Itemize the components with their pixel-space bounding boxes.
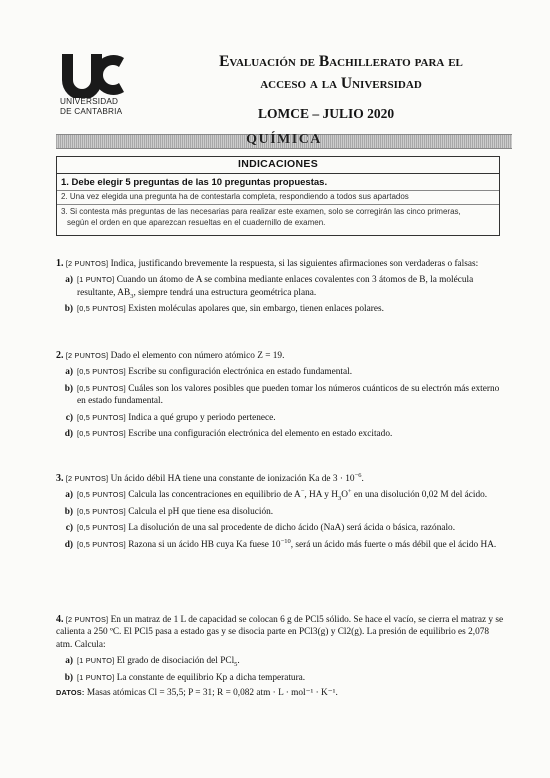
item-points: [0,5 PUNTOS] xyxy=(77,539,126,549)
question-text-pre: Un ácido débil HA tiene una constante de ionización Ka de 3 · 10 xyxy=(110,474,355,484)
instruction-divider xyxy=(57,190,499,191)
question-3-stem xyxy=(56,473,504,485)
item-label: c) xyxy=(65,412,73,423)
item-superscript: − xyxy=(300,488,305,496)
item-points: [0,5 PUNTOS] xyxy=(77,490,126,500)
question-points: [2 PUNTOS] xyxy=(65,474,109,483)
item-superscript: + xyxy=(347,488,352,496)
question-item xyxy=(56,383,504,408)
instructions-title: INDICACIONES xyxy=(237,158,319,170)
item-text xyxy=(77,274,504,299)
item-text-body: Cuáles son los valores posibles que pueden tomar los números cuánticos de su electrón más externo en estado fundamental. xyxy=(77,383,500,407)
item-text xyxy=(77,303,504,315)
item-text-post: , siempre tendrá una estructura geométrica plana. xyxy=(133,287,317,298)
instruction-2: 2. Una vez elegida una pregunta ha de contestarla completa, respondiendo a todos sus apartados xyxy=(61,192,409,201)
item-subscript: 3 xyxy=(337,495,342,503)
question-item xyxy=(56,274,504,299)
item-text xyxy=(77,522,504,534)
item-label: a) xyxy=(65,490,73,501)
question-item xyxy=(56,672,504,684)
item-text xyxy=(77,539,504,551)
instruction-1: 1. Debe elegir 5 preguntas de las 10 preguntas propuestas. xyxy=(61,177,328,188)
item-text-pre: El grado de disociación del PCl xyxy=(116,656,235,667)
question-4-stem xyxy=(56,614,504,651)
item-text-mid: , HA y H xyxy=(304,490,338,501)
item-label: b) xyxy=(64,506,73,517)
question-item xyxy=(56,412,504,424)
item-label: b) xyxy=(64,383,73,394)
question-number: 2. xyxy=(56,350,64,361)
item-points: [0,5 PUNTOS] xyxy=(77,523,126,533)
question-text: Dado el elemento con número atómico Z = 19. xyxy=(110,351,285,361)
item-label: c) xyxy=(65,523,73,534)
instruction-3: 3. Si contesta más preguntas de las necesarias para realizar este examen, solo se corregirán las cinco primeras, xyxy=(61,207,461,216)
instruction-3-cont: según el orden en que aparezcan resueltas en el cuadernillo de examen. xyxy=(67,218,326,227)
question-1 xyxy=(56,258,504,316)
university-name-line2: DE CANTABRIA xyxy=(60,107,123,116)
item-text-body: Calcula el pH que tiene esa disolución. xyxy=(128,506,274,517)
question-points: [2 PUNTOS] xyxy=(65,259,109,268)
question-item xyxy=(56,428,504,440)
item-subscript: 5 xyxy=(234,661,238,669)
university-name-line1: UNIVERSIDAD xyxy=(60,97,119,106)
data-label: DATOS: xyxy=(56,688,85,698)
question-4 xyxy=(56,614,504,699)
atomic-data xyxy=(56,687,504,699)
item-label: a) xyxy=(65,367,73,378)
exam-session: LOMCE – JULIO 2020 xyxy=(258,106,395,121)
item-text xyxy=(77,383,504,408)
item-text-pre: Calcula las concentraciones en equilibrio de A xyxy=(128,490,301,501)
item-text xyxy=(77,506,504,518)
item-text-pre: Cuando un átomo de A se combina mediante enlaces covalentes con 3 átomos de B, la molécula resultante, AB xyxy=(77,275,474,298)
question-2-stem xyxy=(56,350,504,362)
university-logo xyxy=(60,52,126,98)
item-text xyxy=(77,489,504,501)
instruction-divider xyxy=(57,204,499,205)
question-item xyxy=(56,539,504,551)
item-text-body: Escribe una configuración electrónica del elemento en estado excitado. xyxy=(128,429,393,440)
item-superscript: −10 xyxy=(280,537,291,545)
item-text xyxy=(77,412,504,424)
instructions-divider xyxy=(57,173,499,174)
item-text-post: . xyxy=(237,656,240,667)
item-text xyxy=(77,655,504,667)
item-points: [1 PUNTO] xyxy=(77,672,115,682)
item-text xyxy=(77,366,504,378)
question-text: En un matraz de 1 L de capacidad se colocan 6 g de PCl5 sólido. Se hace el vacío, se cierra el matraz y se calienta a 250 ºC. El PCl5 pasa a estado gas y se disocia parte en PCl3(g) y Cl2(g). La presión de equilibrio es 2,078 atm. Calcula: xyxy=(56,615,504,650)
question-item xyxy=(56,522,504,534)
item-label: b) xyxy=(64,672,73,683)
question-1-stem xyxy=(56,258,504,270)
question-number: 3. xyxy=(56,473,64,484)
instructions-box xyxy=(56,156,500,236)
item-points: [0,5 PUNTOS] xyxy=(77,383,126,393)
item-subscript: 3 xyxy=(130,292,134,300)
item-points: [0,5 PUNTOS] xyxy=(77,429,126,439)
item-text-post: , será un ácido más fuerte o más débil que el ácido HA. xyxy=(290,539,497,550)
item-label: d) xyxy=(64,429,73,440)
item-points: [0,5 PUNTOS] xyxy=(77,412,126,422)
question-item xyxy=(56,303,504,315)
question-item xyxy=(56,489,504,501)
exam-title-line1: Evaluación de Bachillerato para el xyxy=(219,53,463,70)
question-number: 1. xyxy=(56,258,64,269)
item-text-post: en una disolución 0,02 M del ácido. xyxy=(351,490,488,501)
item-points: [1 PUNTO] xyxy=(77,275,115,285)
item-text-body: Escribe su configuración electrónica en estado fundamental. xyxy=(128,367,353,378)
item-points: [0,5 PUNTOS] xyxy=(77,506,126,516)
question-superscript: −6 xyxy=(354,471,362,479)
question-3 xyxy=(56,473,504,551)
exam-title-line2: acceso a la Universidad xyxy=(260,75,422,92)
item-label: b) xyxy=(64,304,73,315)
university-name xyxy=(60,97,132,117)
question-item xyxy=(56,366,504,378)
item-text-body: La disolución de una sal procedente de dicho ácido (NaA) será ácida o básica, razónalo. xyxy=(128,523,456,534)
question-points: [2 PUNTOS] xyxy=(65,615,109,624)
subject-label: QUÍMICA xyxy=(246,132,322,147)
subject-banner xyxy=(56,134,512,149)
item-points: [0,5 PUNTOS] xyxy=(77,367,126,377)
question-item xyxy=(56,655,504,667)
item-points: [0,5 PUNTOS] xyxy=(77,304,126,314)
data-text: Masas atómicas Cl = 35,5; P = 31; R = 0,082 atm · L · mol⁻¹ · K⁻¹. xyxy=(86,688,338,699)
item-text-body: Existen moléculas apolares que, sin embargo, tienen enlaces polares. xyxy=(128,304,384,315)
question-number: 4. xyxy=(56,614,64,625)
item-label: d) xyxy=(64,539,73,550)
item-points: [1 PUNTO] xyxy=(77,656,115,666)
question-item xyxy=(56,506,504,518)
item-text-mid2: O xyxy=(341,490,348,501)
item-label: a) xyxy=(65,656,73,667)
question-2 xyxy=(56,350,504,440)
question-text-post: . xyxy=(361,474,364,484)
item-text-body: La constante de equilibrio Kp a dicha temperatura. xyxy=(116,672,306,683)
item-label: a) xyxy=(65,275,73,286)
question-text: Indica, justificando brevemente la respuesta, si las siguientes afirmaciones son verdaderas o falsas: xyxy=(110,259,479,269)
item-text xyxy=(77,672,504,684)
item-text-pre: Razona si un ácido HB cuya Ka fuese 10 xyxy=(128,539,281,550)
exam-title xyxy=(168,52,514,93)
item-text xyxy=(77,428,504,440)
item-text-body: Indica a qué grupo y periodo pertenece. xyxy=(128,412,276,423)
question-points: [2 PUNTOS] xyxy=(65,351,109,360)
